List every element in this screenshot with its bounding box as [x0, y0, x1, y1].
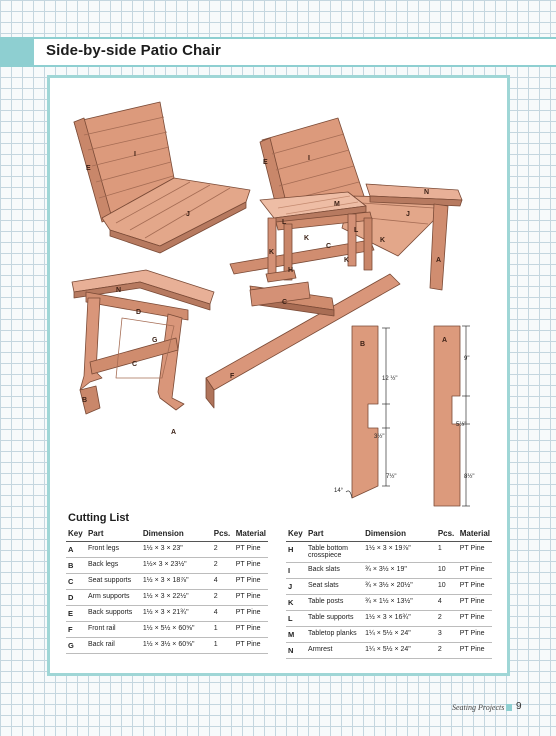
label-I-right: I: [308, 155, 310, 162]
table-post-4: [364, 218, 372, 270]
footer-marker: [506, 704, 512, 711]
table-row: F Front rail 1½ × 5½ × 60⅝" 1 PT Pine: [66, 622, 268, 638]
header-material: Material: [458, 529, 492, 542]
left-back-leg: [80, 298, 102, 390]
cutting-list-left: [66, 529, 268, 654]
table-row: M Tabletop planks 1¼ × 5½ × 24" 3 PT Pine: [286, 627, 492, 643]
table-row: D Arm supports 1½ × 3 × 22½" 2 PT Pine: [66, 590, 268, 606]
label-L-2: L: [354, 227, 359, 234]
header-part: Part: [86, 529, 141, 542]
footer-section: Seating Projects: [452, 703, 505, 712]
detail-leg-B: [352, 326, 378, 498]
cutting-list-right: [286, 529, 492, 659]
table-row: J Seat slats ¾ × 3½ × 20½" 10 PT Pine: [286, 579, 492, 595]
table-post-3: [348, 214, 356, 266]
table-row: I Back slats ¾ × 3½ × 19" 10 PT Pine: [286, 563, 492, 579]
header-dimension: Dimension: [141, 529, 212, 542]
chair-illustration: [50, 78, 507, 508]
label-A-right: A: [436, 257, 442, 264]
label-M: M: [334, 201, 340, 208]
label-J-left: J: [186, 211, 190, 218]
label-J-right: J: [406, 211, 410, 218]
label-H: H: [288, 267, 294, 274]
header-key: Key: [66, 529, 86, 542]
label-L-1: L: [282, 219, 287, 226]
table-row: B Back legs 1½× 3 × 23½" 2 PT Pine: [66, 558, 268, 574]
dim-b-mid: 3½": [374, 434, 385, 440]
table-row: A Front legs 1½ × 3 × 23" 2 PT Pine: [66, 542, 268, 558]
dim-a-mid: 5½": [456, 422, 467, 428]
title-accent-bar: [0, 37, 34, 67]
table-row: C Seat supports 1½ × 3 × 18⅞" 4 PT Pine: [66, 574, 268, 590]
dim-b-top: 12 ½": [382, 376, 398, 382]
detail-label-B: B: [360, 341, 366, 348]
label-N-left: N: [116, 287, 122, 294]
label-G: G: [152, 337, 158, 344]
label-N-right: N: [424, 189, 430, 196]
label-K-1: K: [304, 235, 310, 242]
label-I-left: I: [134, 151, 136, 158]
label-C-left: C: [132, 361, 138, 368]
table-row: K Table posts ¾ × 1½ × 13½" 4 PT Pine: [286, 595, 492, 611]
detail-leg-A: [434, 326, 460, 506]
label-B-left: B: [82, 397, 88, 404]
header-material: Material: [234, 529, 268, 542]
label-K-4: K: [344, 257, 350, 264]
label-K-2: K: [380, 237, 386, 244]
header-key: Key: [286, 529, 306, 542]
header-pcs: Pcs.: [212, 529, 234, 542]
page-number: 9: [516, 701, 522, 712]
dim-a-bot: 8½": [464, 474, 475, 480]
left-front-leg: [158, 314, 184, 410]
header-dimension: Dimension: [363, 529, 436, 542]
page-title: Side-by-side Patio Chair: [46, 42, 221, 59]
label-C-right: C: [326, 243, 332, 250]
table-row: N Armrest 1¼ × 5½ × 24" 2 PT Pine: [286, 643, 492, 659]
label-F: F: [230, 373, 235, 380]
table-row: E Back supports 1½ × 3 × 21¾" 4 PT Pine: [66, 606, 268, 622]
label-E-right: E: [263, 159, 268, 166]
label-A-left: A: [171, 429, 177, 436]
detail-label-A: A: [442, 337, 448, 344]
table-row: L Table supports 1½ × 3 × 16¾" 2 PT Pine: [286, 611, 492, 627]
dim-b-bot: 7½": [386, 474, 397, 480]
cutting-list-title: Cutting List: [68, 512, 130, 524]
label-K-3: K: [269, 249, 275, 256]
label-E-left: E: [86, 165, 91, 172]
header-pcs: Pcs.: [436, 529, 458, 542]
table-row: G Back rail 1½ × 3½ × 60⅝" 1 PT Pine: [66, 638, 268, 654]
header-part: Part: [306, 529, 363, 542]
label-C-center: C: [282, 299, 288, 306]
table-row: H Table bottom crosspiece 1½ × 3 × 19⅞" 1 PT Pine: [286, 542, 492, 563]
label-D: D: [136, 309, 142, 316]
table-post-1: [268, 218, 276, 278]
dim-a-top: 9": [464, 356, 470, 362]
dim-b-angle: 14°: [334, 488, 344, 494]
